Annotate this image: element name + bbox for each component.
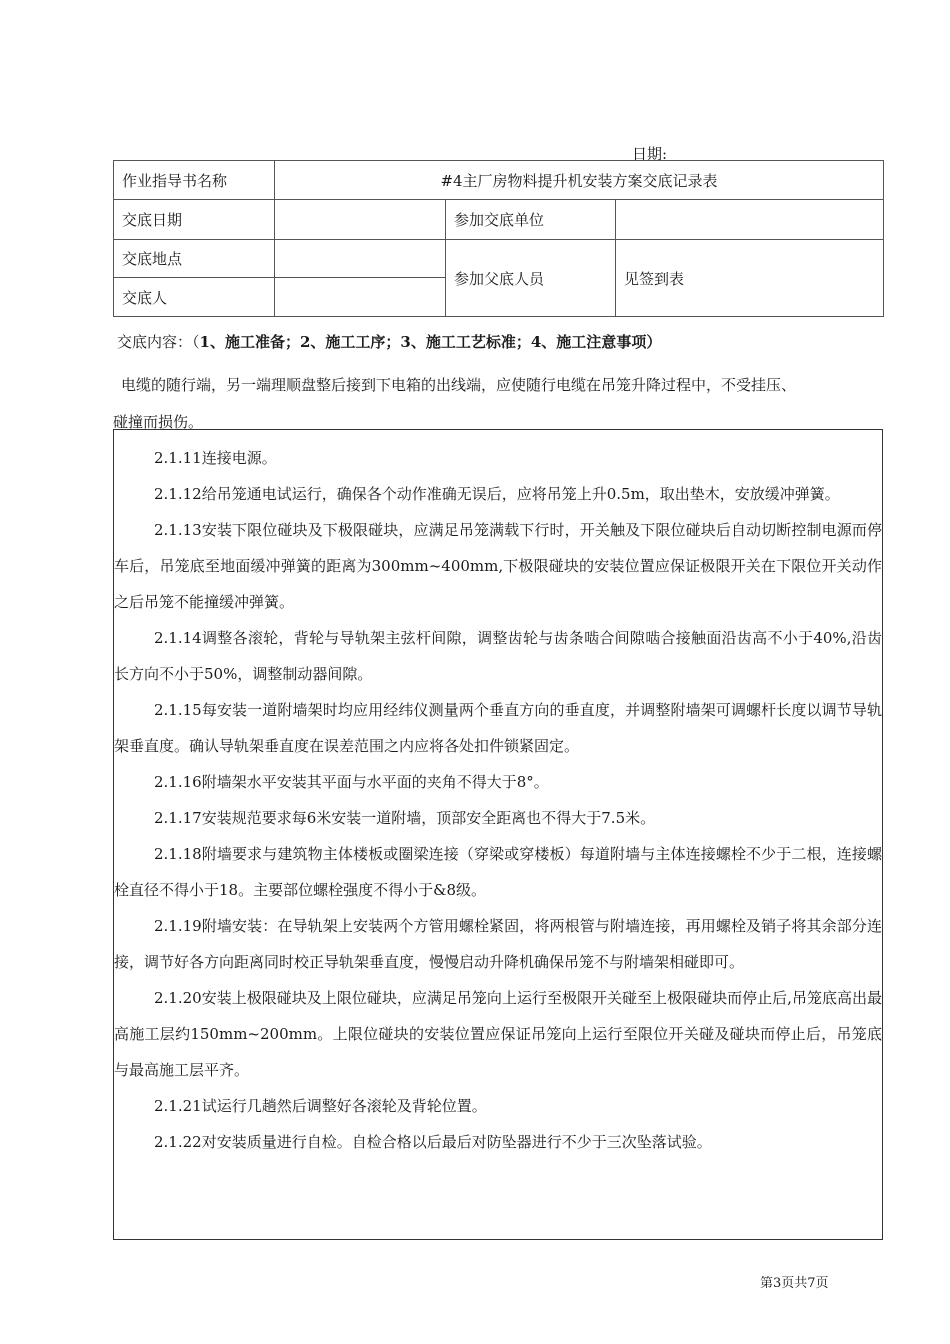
briefing-info-table: [113, 160, 884, 317]
doc-name-value: #4主厂房物料提升机安装方案交底记录表: [275, 161, 884, 200]
briefer-value: [275, 278, 446, 317]
intro-line-2: 碰撞而损伤。: [113, 413, 204, 431]
participants-value: 见签到表: [616, 240, 884, 317]
participants-label: 参加父底人员: [446, 240, 616, 317]
step-2-1-15: 2.1.15每安装一道附墙架时均应用经纬仪测量两个垂直方向的垂直度，并调整附墙架可调螺杆长度以调节导轨架垂直度。确认导轨架垂直度在误差范围之内应将各处扣件锁紧固定。: [114, 701, 882, 755]
step-2-1-12: 2.1.12给吊笼通电试运行，确保各个动作准确无误后，应将吊笼上升0.5m，取出垫木，安放缓冲弹簧。: [154, 485, 840, 503]
doc-name-label: 作业指导书名称: [114, 161, 275, 200]
briefer-label: 交底人: [114, 278, 275, 317]
date-label: 日期:: [632, 145, 668, 163]
table-row-briefing-location: [114, 240, 884, 278]
contents-item-3: 3、施工工艺标准；: [400, 333, 531, 351]
step-2-1-13: 2.1.13安装下限位碰块及下极限碰块，应满足吊笼满载下行时，开关触及下限位碰块后自动切断控制电源而停车后，吊笼底至地面缓冲弹簧的距离为300mm~400mm,下极限碰块的安装位置应保证极限开关在下限位开关动作之后吊笼不能撞缓冲弹簧。: [114, 521, 882, 611]
step-2-1-17: 2.1.17安装规范要求每6米安装一道附墙，顶部安全距离也不得大于7.5米。: [154, 809, 656, 827]
step-2-1-18: 2.1.18附墙要求与建筑物主体楼板或圈梁连接（穿梁或穿楼板）每道附墙与主体连接螺栓不少于二根，连接螺栓直径不得小于18。主要部位螺栓强度不得小于&8级。: [114, 845, 882, 899]
briefing-date-value: [275, 200, 446, 240]
briefing-date-label: 交底日期: [114, 200, 275, 240]
contents-item-1: 1、施工准备；: [199, 333, 300, 351]
table-row-document-name: [114, 161, 884, 200]
step-2-1-20: 2.1.20安装上极限碰块及上限位碰块，应满足吊笼向上运行至极限开关碰至上极限碰块而停止后,吊笼底高出最高施工层约150mm~200mm。上限位碰块的安装位置应保证吊笼向上运行至限位开关碰及碰块而停止后，吊笼底与最高施工层平齐。: [114, 989, 882, 1079]
contents-item-2: 2、施工工序；: [299, 333, 401, 351]
participating-unit-label: 参加交底单位: [446, 200, 616, 240]
step-2-1-19: 2.1.19附墙安装：在导轨架上安装两个方管用螺栓紧固，将两根管与附墙连接，再用螺栓及销子将其余部分连接，调节好各方向距离同时校正导轨架垂直度，慢慢启动升降机确保吊笼不与附墙架相碰即可。: [114, 917, 882, 971]
page-number: 第3页共7页: [760, 1276, 829, 1291]
contents-item-4: 4、施工注意事项）: [530, 333, 662, 351]
step-2-1-16: 2.1.16附墙架水平安装其平面与水平面的夹角不得大于8°。: [154, 773, 549, 791]
contents-label: 交底内容：（: [117, 333, 200, 351]
step-2-1-14: 2.1.14调整各滚轮，背轮与导轨架主弦杆间隙，调整齿轮与齿条啮合间隙啮合接触面沿齿高不小于40%,沿齿长方向不小于50%，调整制动器间隙。: [114, 629, 882, 683]
steps-list: [114, 430, 882, 1160]
step-2-1-11: 2.1.11连接电源。: [154, 449, 277, 467]
table-row-briefing-date: [114, 200, 884, 240]
construction-steps-box: [113, 429, 883, 1240]
briefing-location-label: 交底地点: [114, 240, 275, 278]
participating-unit-value: [616, 200, 884, 240]
intro-line-1: 电缆的随行端，另一端理顺盘整后接到下电箱的出线端，应使随行电缆在吊笼升降过程中，不受挂压、: [121, 376, 797, 394]
briefing-contents-line: [117, 331, 661, 352]
briefing-location-value: [275, 240, 446, 278]
step-2-1-21: 2.1.21试运行几趟然后调整好各滚轮及背轮位置。: [154, 1097, 487, 1115]
step-2-1-22: 2.1.22对安装质量进行自检。自检合格以后最后对防坠器进行不少于三次坠落试验。: [154, 1133, 712, 1151]
